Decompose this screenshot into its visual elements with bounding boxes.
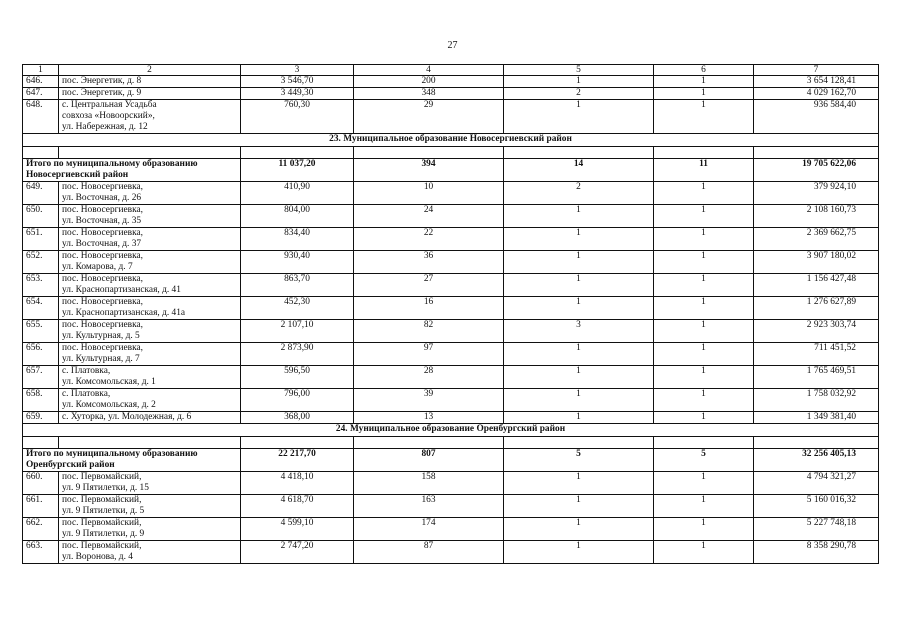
blank-row bbox=[23, 147, 879, 159]
people-cell: 16 bbox=[354, 297, 504, 320]
text-line: пос. Новосергиевка, bbox=[62, 228, 144, 238]
text-line: ул. Культурная, д. 5 bbox=[62, 331, 140, 341]
sum-cell: 2 923 303,74 bbox=[754, 320, 879, 343]
text-line: ул. Восточная, д. 26 bbox=[62, 193, 142, 203]
sum-cell: 3 654 128,41 bbox=[754, 76, 879, 88]
row-number: 654. bbox=[23, 297, 59, 320]
col6-cell: 1 bbox=[654, 541, 754, 564]
address-cell bbox=[59, 389, 241, 412]
empty-cell bbox=[754, 147, 879, 159]
column-header: 7 bbox=[754, 65, 879, 76]
people-cell: 348 bbox=[354, 88, 504, 100]
empty-cell bbox=[59, 147, 241, 159]
people-cell: 87 bbox=[354, 541, 504, 564]
row-number: 655. bbox=[23, 320, 59, 343]
address-cell bbox=[59, 88, 241, 100]
table-row bbox=[23, 228, 879, 251]
row-number: 660. bbox=[23, 472, 59, 495]
row-number: 662. bbox=[23, 518, 59, 541]
text-line: пос. Новосергиевка, bbox=[62, 320, 144, 330]
text-line: с. Центральная Усадьба bbox=[62, 100, 157, 110]
sum-cell: 32 256 405,13 bbox=[754, 449, 879, 472]
address-cell bbox=[59, 100, 241, 134]
people-cell: 29 bbox=[354, 100, 504, 134]
sum-cell: 3 907 180,02 bbox=[754, 251, 879, 274]
col5-cell: 1 bbox=[504, 228, 654, 251]
page-number: 27 bbox=[447, 40, 458, 51]
column-header: 2 bbox=[59, 65, 241, 76]
row-number: 663. bbox=[23, 541, 59, 564]
area-cell: 4 618,70 bbox=[241, 495, 354, 518]
table-row bbox=[23, 389, 879, 412]
people-cell: 13 bbox=[354, 412, 504, 424]
people-cell: 163 bbox=[354, 495, 504, 518]
col6-cell: 1 bbox=[654, 251, 754, 274]
area-cell: 863,70 bbox=[241, 274, 354, 297]
col5-cell: 3 bbox=[504, 320, 654, 343]
total-row bbox=[23, 449, 879, 472]
row-number: 661. bbox=[23, 495, 59, 518]
area-cell: 796,00 bbox=[241, 389, 354, 412]
col5-cell: 1 bbox=[504, 251, 654, 274]
text-line: с. Платовка, bbox=[62, 366, 111, 376]
column-number-row bbox=[23, 65, 879, 76]
col6-cell: 1 bbox=[654, 297, 754, 320]
text-line: пос. Новосергиевка, bbox=[62, 343, 144, 353]
empty-cell bbox=[23, 437, 59, 449]
area-cell: 596,50 bbox=[241, 366, 354, 389]
col6-cell: 5 bbox=[654, 449, 754, 472]
table-row bbox=[23, 366, 879, 389]
area-cell: 834,40 bbox=[241, 228, 354, 251]
table-row bbox=[23, 518, 879, 541]
text-line: ул. Восточная, д. 37 bbox=[62, 239, 142, 249]
text-line: ул. Воронова, д. 4 bbox=[62, 552, 133, 562]
empty-cell bbox=[354, 437, 504, 449]
text-line: пос. Новосергиевка, bbox=[62, 297, 144, 307]
text-line: с. Платовка, bbox=[62, 389, 111, 399]
text-line: пос. Первомайский, bbox=[62, 495, 142, 505]
table-row bbox=[23, 274, 879, 297]
empty-cell bbox=[23, 147, 59, 159]
area-cell: 3 449,30 bbox=[241, 88, 354, 100]
area-cell: 410,90 bbox=[241, 182, 354, 205]
col6-cell: 1 bbox=[654, 100, 754, 134]
text-line: ул. Краснопартизанская, д. 41а bbox=[62, 308, 186, 318]
sum-cell: 4 029 162,70 bbox=[754, 88, 879, 100]
text-line: с. Хуторка, ул. Молодежная, д. 6 bbox=[62, 412, 192, 422]
sum-cell: 711 451,52 bbox=[754, 343, 879, 366]
address-cell bbox=[59, 182, 241, 205]
empty-cell bbox=[654, 437, 754, 449]
col5-cell: 1 bbox=[504, 366, 654, 389]
text-line: пос. Энергетик, д. 8 bbox=[62, 76, 142, 86]
people-cell: 24 bbox=[354, 205, 504, 228]
empty-cell bbox=[654, 147, 754, 159]
sum-cell: 1 156 427,48 bbox=[754, 274, 879, 297]
col6-cell: 1 bbox=[654, 205, 754, 228]
row-number: 656. bbox=[23, 343, 59, 366]
sum-cell: 5 227 748,18 bbox=[754, 518, 879, 541]
col5-cell: 1 bbox=[504, 472, 654, 495]
address-cell bbox=[59, 205, 241, 228]
text-line: Итого по муниципальному образованию bbox=[26, 159, 198, 169]
table-row bbox=[23, 472, 879, 495]
empty-cell bbox=[504, 437, 654, 449]
text-line: пос. Новосергиевка, bbox=[62, 274, 144, 284]
text-line: Оренбургский район bbox=[26, 460, 115, 470]
col5-cell: 1 bbox=[504, 541, 654, 564]
table-row bbox=[23, 251, 879, 274]
row-number: 647. bbox=[23, 88, 59, 100]
col5-cell: 1 bbox=[504, 274, 654, 297]
text-line: ул. Комсомольская, д. 1 bbox=[62, 377, 156, 387]
people-cell: 36 bbox=[354, 251, 504, 274]
address-cell bbox=[59, 366, 241, 389]
address-cell bbox=[59, 472, 241, 495]
address-cell bbox=[59, 343, 241, 366]
address-cell bbox=[59, 541, 241, 564]
col5-cell: 2 bbox=[504, 88, 654, 100]
area-cell: 452,30 bbox=[241, 297, 354, 320]
address-cell bbox=[59, 412, 241, 424]
housing-table bbox=[22, 64, 879, 564]
area-cell: 11 037,20 bbox=[241, 159, 354, 182]
col6-cell: 1 bbox=[654, 88, 754, 100]
sum-cell: 8 358 290,78 bbox=[754, 541, 879, 564]
col6-cell: 1 bbox=[654, 495, 754, 518]
total-label bbox=[23, 449, 241, 472]
address-cell bbox=[59, 495, 241, 518]
area-cell: 2 873,90 bbox=[241, 343, 354, 366]
col6-cell: 1 bbox=[654, 228, 754, 251]
row-number: 659. bbox=[23, 412, 59, 424]
col5-cell: 1 bbox=[504, 100, 654, 134]
row-number: 651. bbox=[23, 228, 59, 251]
col5-cell: 1 bbox=[504, 495, 654, 518]
table-row bbox=[23, 495, 879, 518]
col5-cell: 2 bbox=[504, 182, 654, 205]
empty-cell bbox=[241, 437, 354, 449]
section-title: 23. Муниципальное образование Новосергиевский район bbox=[23, 134, 879, 147]
text-line: совхоза «Новоорский», bbox=[62, 111, 155, 121]
sum-cell: 379 924,10 bbox=[754, 182, 879, 205]
row-number: 646. bbox=[23, 76, 59, 88]
col6-cell: 1 bbox=[654, 320, 754, 343]
sum-cell: 4 794 321,27 bbox=[754, 472, 879, 495]
people-cell: 394 bbox=[354, 159, 504, 182]
col5-cell: 1 bbox=[504, 389, 654, 412]
people-cell: 22 bbox=[354, 228, 504, 251]
table-row bbox=[23, 182, 879, 205]
people-cell: 28 bbox=[354, 366, 504, 389]
text-line: пос. Первомайский, bbox=[62, 472, 142, 482]
address-cell bbox=[59, 297, 241, 320]
table-row bbox=[23, 412, 879, 424]
area-cell: 2 107,10 bbox=[241, 320, 354, 343]
col5-cell: 1 bbox=[504, 518, 654, 541]
text-line: ул. Краснопартизанская, д. 41 bbox=[62, 285, 181, 295]
area-cell: 4 418,10 bbox=[241, 472, 354, 495]
column-header: 5 bbox=[504, 65, 654, 76]
col6-cell: 1 bbox=[654, 389, 754, 412]
text-line: пос. Первомайский, bbox=[62, 518, 142, 528]
col5-cell: 5 bbox=[504, 449, 654, 472]
table-row bbox=[23, 100, 879, 134]
col6-cell: 1 bbox=[654, 472, 754, 495]
row-number: 649. bbox=[23, 182, 59, 205]
col5-cell: 1 bbox=[504, 343, 654, 366]
section-heading-row bbox=[23, 424, 879, 437]
empty-cell bbox=[504, 147, 654, 159]
row-number: 648. bbox=[23, 100, 59, 134]
empty-cell bbox=[354, 147, 504, 159]
col5-cell: 1 bbox=[504, 205, 654, 228]
area-cell: 22 217,70 bbox=[241, 449, 354, 472]
total-row bbox=[23, 159, 879, 182]
sum-cell: 1 765 469,51 bbox=[754, 366, 879, 389]
people-cell: 10 bbox=[354, 182, 504, 205]
people-cell: 27 bbox=[354, 274, 504, 297]
table-row bbox=[23, 343, 879, 366]
section-title: 24. Муниципальное образование Оренбургский район bbox=[23, 424, 879, 437]
col6-cell: 1 bbox=[654, 76, 754, 88]
row-number: 650. bbox=[23, 205, 59, 228]
sum-cell: 936 584,40 bbox=[754, 100, 879, 134]
col5-cell: 1 bbox=[504, 297, 654, 320]
empty-cell bbox=[241, 147, 354, 159]
area-cell: 3 546,70 bbox=[241, 76, 354, 88]
text-line: пос. Энергетик, д. 9 bbox=[62, 88, 142, 98]
sum-cell: 19 705 622,06 bbox=[754, 159, 879, 182]
col5-cell: 1 bbox=[504, 76, 654, 88]
table-row bbox=[23, 297, 879, 320]
col5-cell: 14 bbox=[504, 159, 654, 182]
address-cell bbox=[59, 518, 241, 541]
col6-cell: 1 bbox=[654, 412, 754, 424]
people-cell: 200 bbox=[354, 76, 504, 88]
address-cell bbox=[59, 228, 241, 251]
col5-cell: 1 bbox=[504, 412, 654, 424]
col6-cell: 1 bbox=[654, 343, 754, 366]
people-cell: 158 bbox=[354, 472, 504, 495]
text-line: ул. Культурная, д. 7 bbox=[62, 354, 140, 364]
col6-cell: 11 bbox=[654, 159, 754, 182]
sum-cell: 2 108 160,73 bbox=[754, 205, 879, 228]
sum-cell: 1 758 032,92 bbox=[754, 389, 879, 412]
area-cell: 368,00 bbox=[241, 412, 354, 424]
row-number: 658. bbox=[23, 389, 59, 412]
col6-cell: 1 bbox=[654, 366, 754, 389]
table-row bbox=[23, 541, 879, 564]
address-cell bbox=[59, 320, 241, 343]
sum-cell: 1 276 627,89 bbox=[754, 297, 879, 320]
col6-cell: 1 bbox=[654, 182, 754, 205]
column-header: 4 bbox=[354, 65, 504, 76]
column-header: 1 bbox=[23, 65, 59, 76]
table-row bbox=[23, 205, 879, 228]
text-line: ул. Комарова, д. 7 bbox=[62, 262, 133, 272]
area-cell: 760,30 bbox=[241, 100, 354, 134]
area-cell: 804,00 bbox=[241, 205, 354, 228]
row-number: 653. bbox=[23, 274, 59, 297]
sum-cell: 5 160 016,32 bbox=[754, 495, 879, 518]
people-cell: 807 bbox=[354, 449, 504, 472]
people-cell: 82 bbox=[354, 320, 504, 343]
address-cell bbox=[59, 251, 241, 274]
text-line: пос. Новосергиевка, bbox=[62, 205, 144, 215]
text-line: ул. Комсомольская, д. 2 bbox=[62, 400, 156, 410]
total-label bbox=[23, 159, 241, 182]
section-heading-row bbox=[23, 134, 879, 147]
table-row bbox=[23, 88, 879, 100]
people-cell: 97 bbox=[354, 343, 504, 366]
col6-cell: 1 bbox=[654, 518, 754, 541]
people-cell: 174 bbox=[354, 518, 504, 541]
area-cell: 2 747,20 bbox=[241, 541, 354, 564]
empty-cell bbox=[59, 437, 241, 449]
column-header: 6 bbox=[654, 65, 754, 76]
text-line: пос. Первомайский, bbox=[62, 541, 142, 551]
empty-cell bbox=[754, 437, 879, 449]
text-line: Итого по муниципальному образованию bbox=[26, 449, 198, 459]
text-line: пос. Новосергиевка, bbox=[62, 182, 144, 192]
col6-cell: 1 bbox=[654, 274, 754, 297]
text-line: ул. Восточная, д. 35 bbox=[62, 216, 142, 226]
text-line: Новосергиевский район bbox=[26, 170, 129, 180]
column-header: 3 bbox=[241, 65, 354, 76]
address-cell bbox=[59, 274, 241, 297]
area-cell: 4 599,10 bbox=[241, 518, 354, 541]
blank-row bbox=[23, 437, 879, 449]
people-cell: 39 bbox=[354, 389, 504, 412]
text-line: ул. 9 Пятилетки, д. 5 bbox=[62, 506, 145, 516]
sum-cell: 1 349 381,40 bbox=[754, 412, 879, 424]
text-line: ул. 9 Пятилетки, д. 9 bbox=[62, 529, 145, 539]
sum-cell: 2 369 662,75 bbox=[754, 228, 879, 251]
table-row bbox=[23, 320, 879, 343]
text-line: ул. Набережная, д. 12 bbox=[62, 122, 148, 132]
table-row bbox=[23, 76, 879, 88]
row-number: 657. bbox=[23, 366, 59, 389]
area-cell: 930,40 bbox=[241, 251, 354, 274]
address-cell bbox=[59, 76, 241, 88]
text-line: ул. 9 Пятилетки, д. 15 bbox=[62, 483, 149, 493]
row-number: 652. bbox=[23, 251, 59, 274]
text-line: пос. Новосергиевка, bbox=[62, 251, 144, 261]
